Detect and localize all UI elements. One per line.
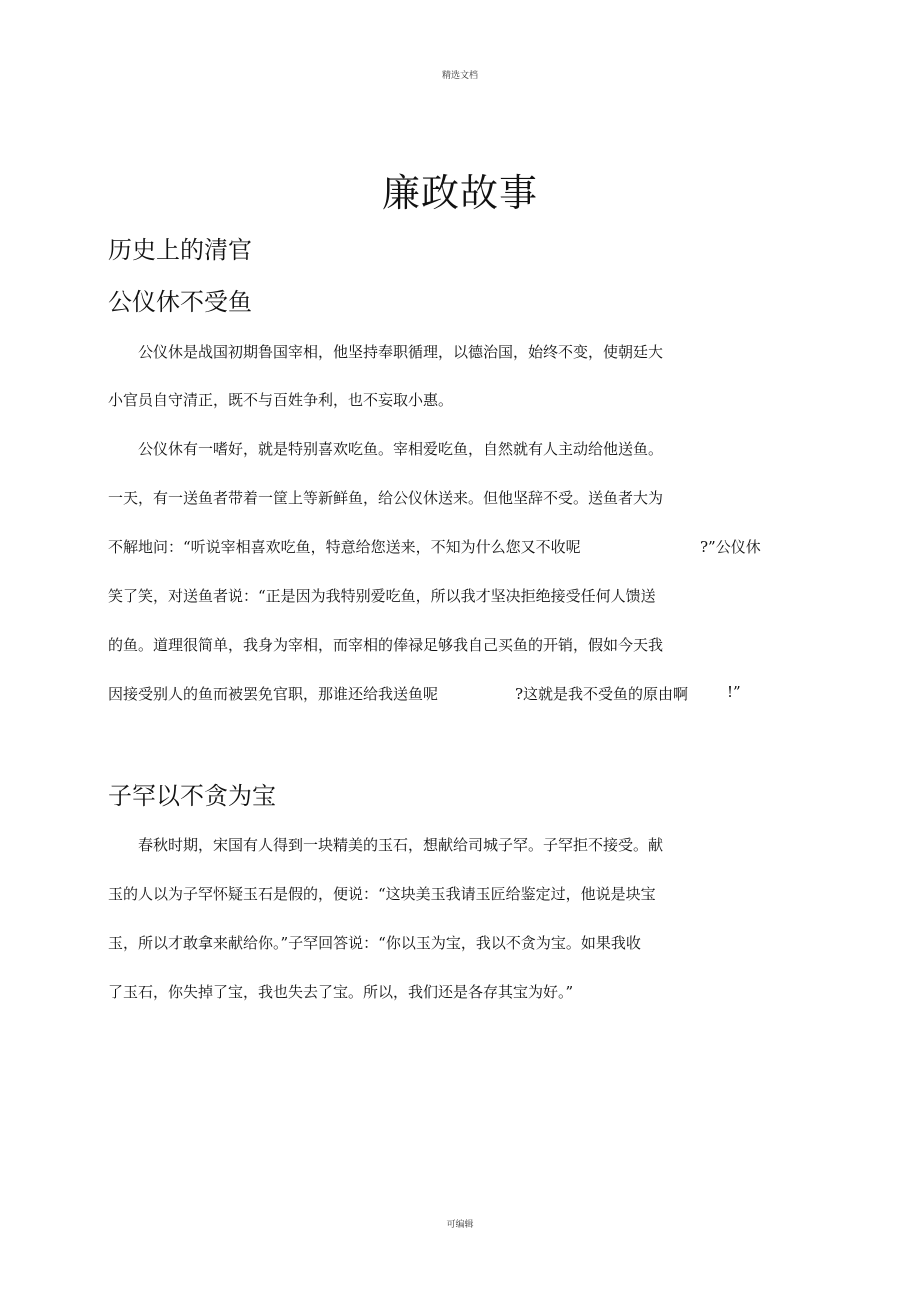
story1-line-part: ?这就是我不受鱼的原由啊 [515, 685, 689, 703]
story1-line: 公仪休是战国初期鲁国宰相，他坚持奉职循理，以德治国，始终不变，使朝廷大 [138, 343, 664, 361]
story-heading-1: 公仪休不受鱼 [108, 288, 252, 316]
story-heading-2: 子罕以不贪为宝 [108, 782, 276, 810]
document-title: 廉政故事 [381, 171, 538, 215]
story2-line: 玉的人以为子罕怀疑玉石是假的，便说：“这块美玉我请玉匠给鉴定过，他说是块宝 [108, 885, 656, 903]
story1-line-part: 不解地问：“听说宰相喜欢吃鱼，特意给您送来，不知为什么您又不收呢 [108, 538, 581, 556]
story2-line: 春秋时期，宋国有人得到一块精美的玉石，想献给司城子罕。子罕拒不接受。献 [138, 836, 664, 854]
story1-line [108, 536, 581, 557]
story1-line-part: ?”公仪休 [700, 538, 761, 556]
story1-line-part: 因接受别人的鱼而被罢免官职，那谁还给我送鱼呢 [108, 685, 439, 703]
story2-line: 玉，所以才敢拿来献给你。”子罕回答说：“你以玉为宝，我以不贪为宝。如果我收 [108, 934, 641, 952]
story1-line: 小官员自守清正，既不与百姓争利，也不妄取小惠。 [108, 391, 454, 409]
page-header: 精选文档 [441, 71, 478, 81]
page-footer: 可编辑 [446, 1220, 474, 1230]
story1-line: 笑了笑，对送鱼者说：“正是因为我特别爱吃鱼，所以我才坚决拒绝接受任何人馈送 [108, 587, 656, 605]
story1-line: 的鱼。道理很简单，我身为宰相，而宰相的俸禄足够我自己买鱼的开销，假如今天我 [108, 636, 664, 654]
story1-line-part: !” [727, 683, 741, 701]
story1-line: 公仪休有一嗜好，就是特别喜欢吃鱼。宰相爱吃鱼，自然就有人主动给他送鱼。 [138, 440, 664, 458]
story1-line: 一天，有一送鱼者带着一筐上等新鲜鱼，给公仪休送来。但他坚辞不受。送鱼者大为 [108, 489, 664, 507]
section-heading: 历史上的清官 [108, 236, 252, 264]
story2-line: 了玉石，你失掉了宝，我也失去了宝。所以，我们还是各存其宝为好。” [108, 983, 574, 1001]
